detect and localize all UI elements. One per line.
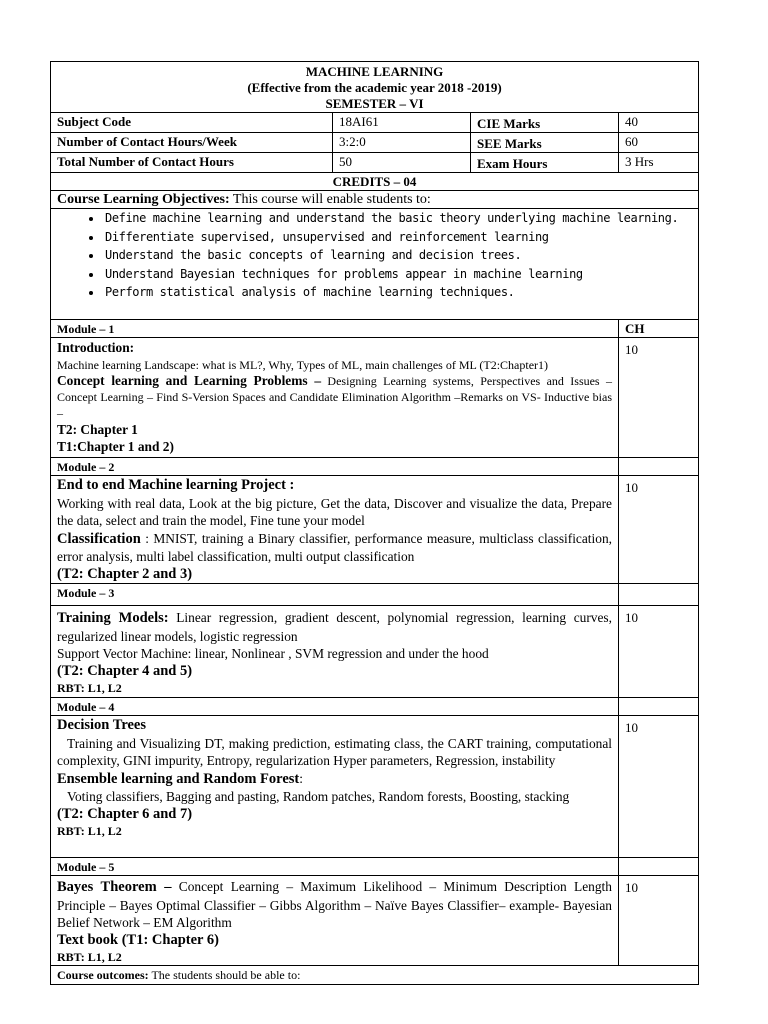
module-text: : MNIST, training a Binary classifier, performance measure, multiclass classification, error analysis, multi label classification, multi output classification <box>57 530 612 564</box>
module-text-block <box>57 530 612 566</box>
objective-item: • Define machine learning and understand the basic theory underlying machine learning. <box>103 209 698 228</box>
module-label: Module – 3 <box>51 584 619 606</box>
module-header-row <box>51 320 699 338</box>
module-content <box>51 338 619 458</box>
module-header-row <box>51 584 699 606</box>
module-text-block <box>57 770 612 789</box>
objectives-list <box>57 209 698 306</box>
module-header-row <box>51 458 699 476</box>
objectives-heading <box>51 191 699 209</box>
module-content <box>51 606 619 698</box>
info-value: 60 <box>619 133 699 153</box>
syllabus-document <box>50 61 698 985</box>
course-header <box>51 62 699 113</box>
info-value: 50 <box>333 153 471 173</box>
module-content <box>51 716 619 858</box>
info-label: CIE Marks <box>471 113 619 133</box>
module-label: Module – 1 <box>51 320 619 338</box>
module-header-row <box>51 858 699 876</box>
info-value: 3 Hrs <box>619 153 699 173</box>
objectives-title: Course Learning Objectives: <box>57 192 230 207</box>
module-reference: RBT: L1, L2 <box>57 950 122 964</box>
module-content-row <box>51 876 699 966</box>
module-header-row <box>51 698 699 716</box>
syllabus-table <box>50 61 699 985</box>
outcomes-text: The students should be able to: <box>148 968 301 982</box>
module-reference: (T2: Chapter 4 and 5) <box>57 662 193 679</box>
info-value: 3:2:0 <box>333 133 471 153</box>
credits: CREDITS – 04 <box>51 173 699 191</box>
module-reference: RBT: L1, L2 <box>57 681 122 695</box>
module-text: Concept Learning – Maximum Likelihood – Minimum Description Length Principle – Bayes Optimal Classifier – Gibbs Algorithm – Naïve Bayes Classifier– example- Bayesian Belief Network – EM Algorithm <box>57 879 612 930</box>
objective-item: • Differentiate supervised, unsupervised and reinforcement learning <box>103 228 698 247</box>
module-content <box>51 876 619 966</box>
effective-year: (Effective from the academic year 2018 -2019) <box>247 80 502 95</box>
module-topic: Concept learning and Learning Problems – <box>57 372 322 388</box>
module-reference: (T2: Chapter 6 and 7) <box>57 805 193 822</box>
module-reference: Text book (T1: Chapter 6) <box>57 931 219 948</box>
objective-item: • Understand the basic concepts of learning and decision trees. <box>103 246 698 265</box>
module-ch-empty <box>619 458 699 476</box>
info-label: Exam Hours <box>471 153 619 173</box>
info-label: Subject Code <box>51 113 333 133</box>
info-row <box>51 153 699 173</box>
objective-item: • Perform statistical analysis of machine learning techniques. <box>103 283 698 302</box>
module-content-row <box>51 716 699 858</box>
module-content <box>51 476 619 584</box>
module-text: Training and Visualizing DT, making prediction, estimating class, the CART training, computational complexity, GINI impurity, Entropy, regularization Hyper parameters, Regression, instability <box>57 735 612 768</box>
module-text-block <box>57 878 612 932</box>
module-text: Voting classifiers, Bagging and pasting, Random patches, Random forests, Boosting, stacking <box>67 789 570 804</box>
outcomes-cell <box>51 966 699 985</box>
info-value: 40 <box>619 113 699 133</box>
module-text: Machine learning Landscape: what is ML?, Why, Types of ML, main challenges of ML (T2:Chapter1) <box>57 357 549 372</box>
module-text: Working with real data, Look at the big picture, Get the data, Discover and visualize the data, Prepare the data, select and train the model, Fine tune your model <box>57 495 612 528</box>
objectives-title-row <box>51 191 699 209</box>
objectives-cell <box>51 209 699 320</box>
module-label: Module – 4 <box>51 698 619 716</box>
objectives-list-row <box>51 209 699 320</box>
module-text: Designing Learning systems, Perspectives and Issues – Concept Learning – Find S-Version Spaces and Candidate Elimination Algorithm –Remarks on VS- Inductive bias – <box>57 373 612 420</box>
module-topic: Training Models: <box>57 610 169 626</box>
info-value: 18AI61 <box>333 113 471 133</box>
module-hours: 10 <box>619 338 699 458</box>
module-label: Module – 5 <box>51 858 619 876</box>
module-topic: Decision Trees <box>57 717 147 733</box>
credits-row <box>51 173 699 191</box>
module-hours: 10 <box>619 476 699 584</box>
module-topic: Bayes Theorem – <box>57 879 172 895</box>
module-text-block <box>57 609 612 645</box>
module-label: Module – 2 <box>51 458 619 476</box>
module-topic: Classification <box>57 530 141 547</box>
module-ch-empty <box>619 858 699 876</box>
objective-item: • Understand Bayesian techniques for problems appear in machine learning <box>103 265 698 284</box>
module-hours: 10 <box>619 716 699 858</box>
module-reference: T2: Chapter 1 <box>57 421 138 437</box>
outcomes-row <box>51 966 699 985</box>
info-row <box>51 133 699 153</box>
module-topic: Ensemble learning and Random Forest <box>57 770 300 787</box>
module-content-row <box>51 476 699 584</box>
course-title: MACHINE LEARNING <box>305 64 444 79</box>
module-topic: End to end Machine learning Project : <box>57 477 295 493</box>
module-ch-empty <box>619 698 699 716</box>
info-label: SEE Marks <box>471 133 619 153</box>
module-reference: T1:Chapter 1 and 2) <box>57 439 174 454</box>
module-text: : <box>299 770 303 786</box>
module-content-row <box>51 338 699 458</box>
module-reference: (T2: Chapter 2 and 3) <box>57 565 193 582</box>
info-row <box>51 113 699 133</box>
module-hours: 10 <box>619 876 699 966</box>
module-content-row <box>51 606 699 698</box>
header-row <box>51 62 699 113</box>
module-text: Support Vector Machine: linear, Nonlinear , SVM regression and under the hood <box>57 646 489 661</box>
info-label: Number of Contact Hours/Week <box>51 133 333 153</box>
objectives-intro: This course will enable students to: <box>229 192 431 207</box>
module-topic: Introduction: <box>57 340 135 355</box>
outcomes-title: Course outcomes: <box>57 968 149 982</box>
ch-header: CH <box>619 320 699 338</box>
semester: SEMESTER – VI <box>325 96 424 111</box>
module-text-block <box>57 373 612 421</box>
module-hours: 10 <box>619 606 699 698</box>
module-reference: RBT: L1, L2 <box>57 824 122 838</box>
info-label: Total Number of Contact Hours <box>51 153 333 173</box>
module-text: Linear regression, gradient descent, polynomial regression, learning curves, regularized linear models, logistic regression <box>57 610 612 644</box>
module-ch-empty <box>619 584 699 606</box>
